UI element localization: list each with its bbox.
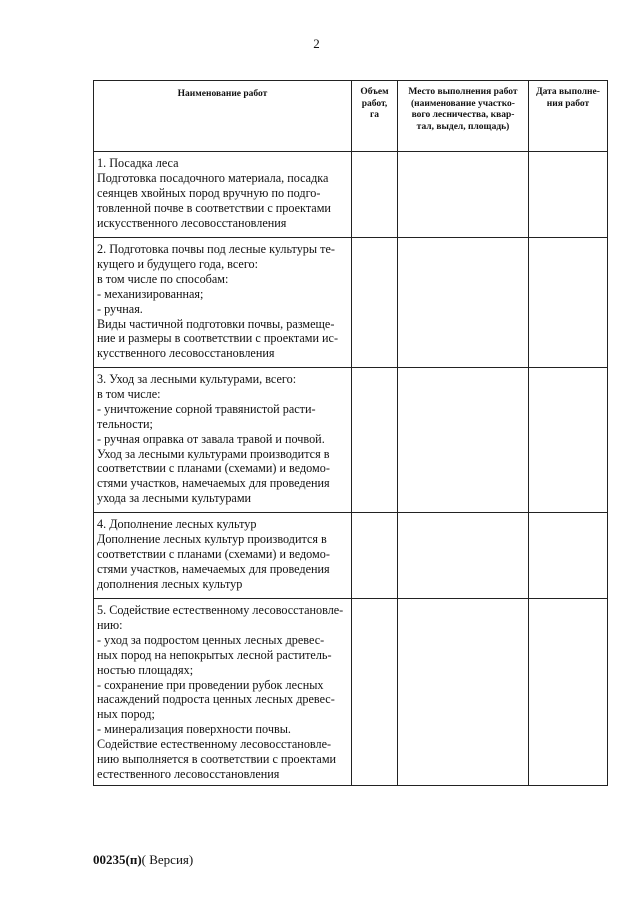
work-description-line: ных пород; [97,707,155,722]
table-row [94,152,608,238]
header-place-line: вого лесничества, квар- [411,110,515,120]
document-id [93,852,193,868]
work-description-line: Виды частичной подготовки почвы, размеще- [97,316,335,331]
work-description-line: 2. Подготовка почвы под лесные культуры те- [97,242,335,256]
work-description [94,513,352,599]
work-description-line: Подготовка посадочного материала, посадка [97,170,329,185]
work-description-line: ных пород на непокрытых лесной раститель- [97,647,332,662]
work-description-line: нию выполняется в соответствии с проектами [97,752,337,767]
work-description-line: дополнения лесных культур [97,576,243,591]
place-cell [398,513,529,599]
work-description-line: нию: [97,617,123,632]
work-description-line: кущего и будущего года, всего: [97,256,258,271]
table-row [94,238,608,368]
work-description-line: - уничтожение сорной травянистой расти- [97,401,316,416]
work-description-line: 3. Уход за лесными культурами, всего: [97,372,297,386]
place-cell [398,599,529,786]
works-table [93,80,608,786]
work-description-line: в том числе: [97,386,161,401]
work-description-line: 5. Содействие естественному лесовосстановле- [97,603,344,617]
document-code: 00235(п) [93,852,142,867]
work-description-line: товленной почве в соответствии с проектами [97,200,331,215]
work-description [94,599,352,786]
work-description-line: 1. Посадка леса [97,156,179,170]
date-cell [529,599,608,786]
table-header-row [94,81,608,152]
header-place-line: тал, выдел, площадь) [416,121,510,132]
table-row [94,513,608,599]
work-description-line: тельности; [97,416,153,431]
work-description-line: - минерализация поверхности почвы. [97,722,291,737]
document-version: ( Версия) [141,852,194,867]
work-description-line: естественного лесовосстановления [97,766,280,781]
work-description-line: - ручная оправка от завала травой и почвой. [97,431,325,446]
work-description-line: искусственного лесовосстановления [97,215,287,230]
work-description-line: - механизированная; [97,286,204,301]
work-description-line: соответствии с планами (схемами) и ведомо- [97,546,330,561]
header-place [398,81,529,152]
volume-cell [352,513,398,599]
header-volume-line: работ, [361,98,388,109]
work-description [94,368,352,513]
header-date-line: ния работ [546,98,590,109]
header-place-line: Место выполнения работ [408,87,518,97]
work-description-line: в том числе по способам: [97,271,229,286]
header-place-line: (наименование участко- [411,98,515,109]
work-description-line: Уход за лесными культурами производится в [97,446,330,461]
work-description-line: насаждений подроста ценных лесных древес- [97,692,335,707]
table-row [94,599,608,786]
work-description-line: Дополнение лесных культур производится в [97,531,327,546]
volume-cell [352,368,398,513]
work-description-line: ние и размеры в соответствии с проектами ис- [97,331,339,346]
table-row [94,368,608,513]
date-cell [529,368,608,513]
header-volume-line: Объем [360,87,389,97]
work-description-line: ухода за лесными культурами [97,491,252,506]
work-description [94,152,352,238]
work-description-line: - ручная. [97,301,143,316]
place-cell [398,368,529,513]
page-number: 2 [313,36,320,51]
work-description-line: - уход за подростом ценных лесных древес- [97,632,325,647]
header-name: Наименование работ [94,81,352,152]
place-cell [398,152,529,238]
work-description-line: 4. Дополнение лесных культур [97,517,257,531]
work-description-line: стями участков, намечаемых для проведения [97,476,330,491]
work-description-line: соответствии с планами (схемами) и ведомо- [97,461,330,476]
header-date [529,81,608,152]
header-date-line: Дата выполне- [536,87,600,97]
volume-cell [352,152,398,238]
work-description-line: - сохранение при проведении рубок лесных [97,677,324,692]
date-cell [529,513,608,599]
date-cell [529,152,608,238]
date-cell [529,238,608,368]
header-volume-line: га [369,110,380,120]
work-description-line: стями участков, намечаемых для проведения [97,561,330,576]
volume-cell [352,238,398,368]
header-volume [352,81,398,152]
place-cell [398,238,529,368]
work-description-line: кусственного лесовосстановления [97,346,275,361]
work-description-line: сеянцев хвойных пород вручную по подго- [97,185,321,200]
volume-cell [352,599,398,786]
work-description-line: ностью площадях; [97,662,194,677]
work-description [94,238,352,368]
work-description-line: Содействие естественному лесовосстановле- [97,737,332,752]
